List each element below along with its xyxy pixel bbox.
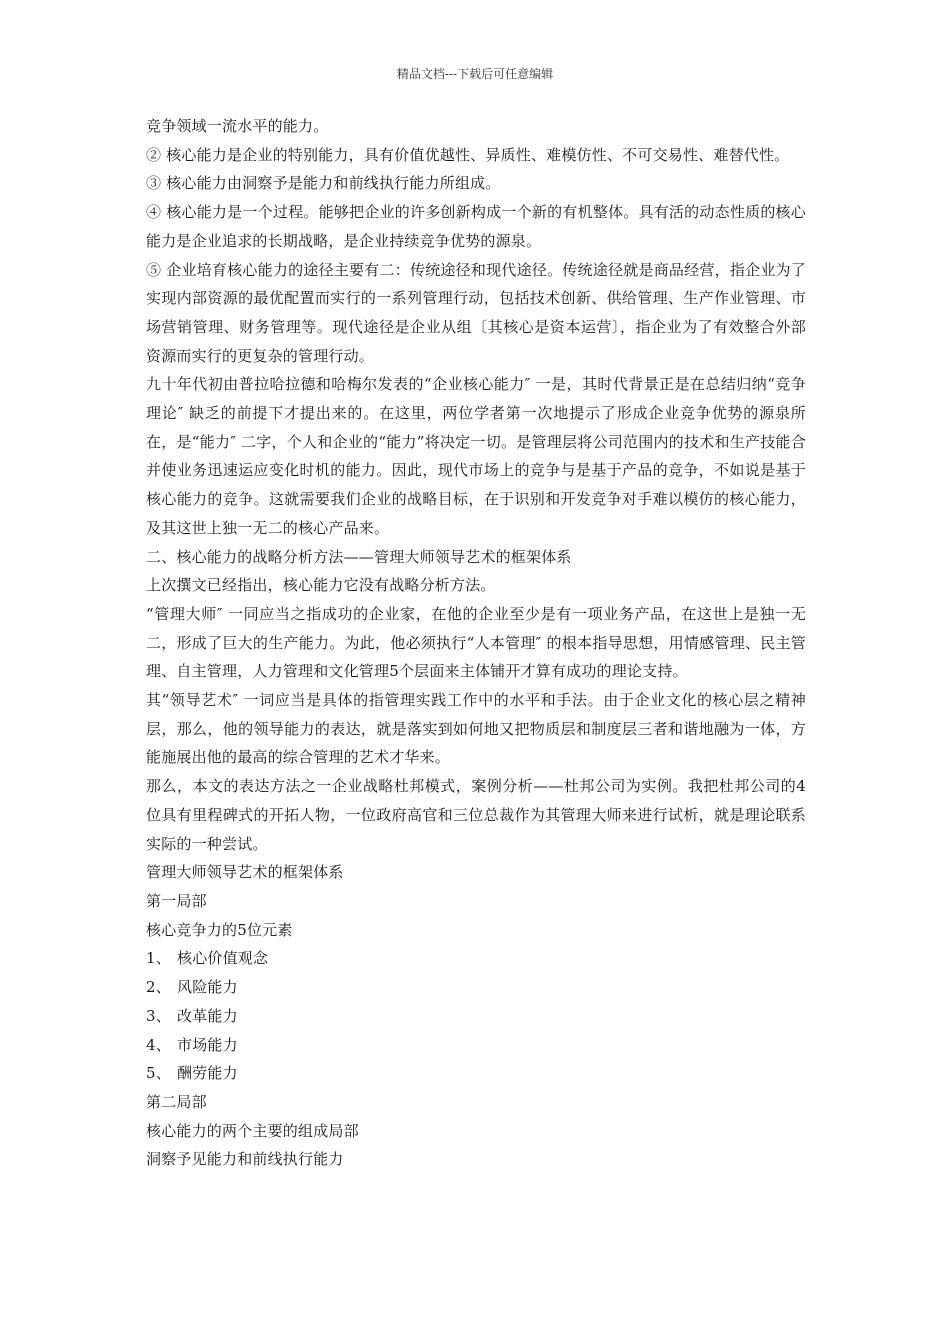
paragraph-item-2: ② 核心能力是企业的特别能力，具有价值优越性、异质性、难模仿性、不可交易性、难替代性。 (146, 145, 790, 164)
part-two-heading: 第二局部 (146, 1092, 207, 1111)
list-text: 核心价值观念 (177, 949, 269, 968)
elements-heading: 核心竞争力的5位元素 (146, 920, 293, 939)
list-number: 2、 (146, 978, 171, 997)
list-number: 5、 (146, 1064, 171, 1083)
paragraph-item-4: ④ 核心能力是一个过程。能够把企业的许多创新构成一个新的有机整体。具有活的动态性质的核心能力是企业追求的长期战略，是企业持续竞争优势的源泉。 (146, 203, 806, 250)
list-text: 酬劳能力 (177, 1064, 238, 1083)
document-body (146, 112, 806, 1174)
list-item (146, 1059, 806, 1088)
paragraph-item-5: ⑤ 企业培育核心能力的途径主要有二：传统途径和现代途径。传统途径就是商品经营，指企业为了实现内部资源的最优配置而实行的一系列管理行动，包括技术创新、供给管理、生产作业管理、市场营销管理、财务管理等。现代途径是企业从组〔其核心是资本运营〕，指企业为了有效整合外部资源而实行的更复杂的管理行动。 (146, 260, 806, 365)
paragraph-previous-article: 上次撰文已经指出，核心能力它没有战略分析方法。 (146, 576, 496, 595)
components-text: 洞察予见能力和前线执行能力 (146, 1150, 344, 1169)
list-number: 4、 (146, 1035, 171, 1054)
list-item (146, 944, 806, 973)
list-text: 市场能力 (177, 1035, 238, 1054)
paragraph-background: 九十年代初由普拉哈拉德和哈梅尔发表的“企业核心能力″ 一是，其时代背景正是在总结归纳“竞争理论″ 缺乏的前提下才提出来的。在这里，两位学者第一次地提示了形成企业竞争优势的源泉所在，是“能力″ 二字，个人和企业的“能力”将决定一切。是管理层将公司范围内的技术和生产技能合并使业务迅速运应变化时机的能力。因此，现代市场上的竞争与是基于产品的竞争，不如说是基于核心能力的竞争。这就需要我们企业的战略目标，在于识别和开发竞争对手难以模仿的核心能力，及其这世上独一无二的核心产品来。 (146, 375, 806, 537)
components-heading: 核心能力的两个主要的组成局部 (146, 1121, 359, 1140)
list-number: 3、 (146, 1006, 171, 1025)
list-item (146, 1031, 806, 1060)
list-number: 1、 (146, 949, 171, 968)
part-one-heading: 第一局部 (146, 891, 207, 910)
section-heading-2: 二、核心能力的战略分析方法——管理大师领导艺术的框架体系 (146, 547, 572, 566)
page-header: 精品文档---下载后可任意编辑 (396, 67, 554, 81)
list-text: 风险能力 (177, 978, 238, 997)
paragraph-management-master: “管理大师″ 一同应当之指成功的企业家，在他的企业至少是有一项业务产品，在这世上是独一无二，形成了巨大的生产能力。为此，他必须执行“人本管理″ 的根本指导思想，用情感管理、民主管理、自主管理，人力管理和文化管理5个层面来主体铺开才算有成功的理论支持。 (146, 604, 807, 681)
list-item (146, 1002, 806, 1031)
framework-title: 管理大师领导艺术的框架体系 (146, 863, 344, 882)
paragraph-1: 竞争领域一流水平的能力。 (146, 117, 329, 135)
paragraph-leadership-art: 其“领导艺术″ 一词应当是具体的指管理实践工作中的水平和手法。由于企业文化的核心层之精神层，那么，他的领导能力的表达，就是落实到如何地又把物质层和制度层三者和谐地融为一体，方能施展出他的最高的综合管理的艺术才华来。 (146, 691, 806, 767)
elements-list (146, 944, 806, 1088)
list-text: 改革能力 (177, 1006, 238, 1025)
paragraph-item-3: ③ 核心能力由洞察予是能力和前线执行能力所组成。 (146, 174, 501, 193)
paragraph-dupont-case: 那么，本文的表达方法之一企业战略杜邦模式，案例分析——杜邦公司为实例。我把杜邦公司的4位具有里程碑式的开拓人物，一位政府高官和三位总裁作为其管理大师来进行试析，就是理论联系实际的一种尝试。 (146, 777, 806, 853)
list-item (146, 973, 806, 1002)
